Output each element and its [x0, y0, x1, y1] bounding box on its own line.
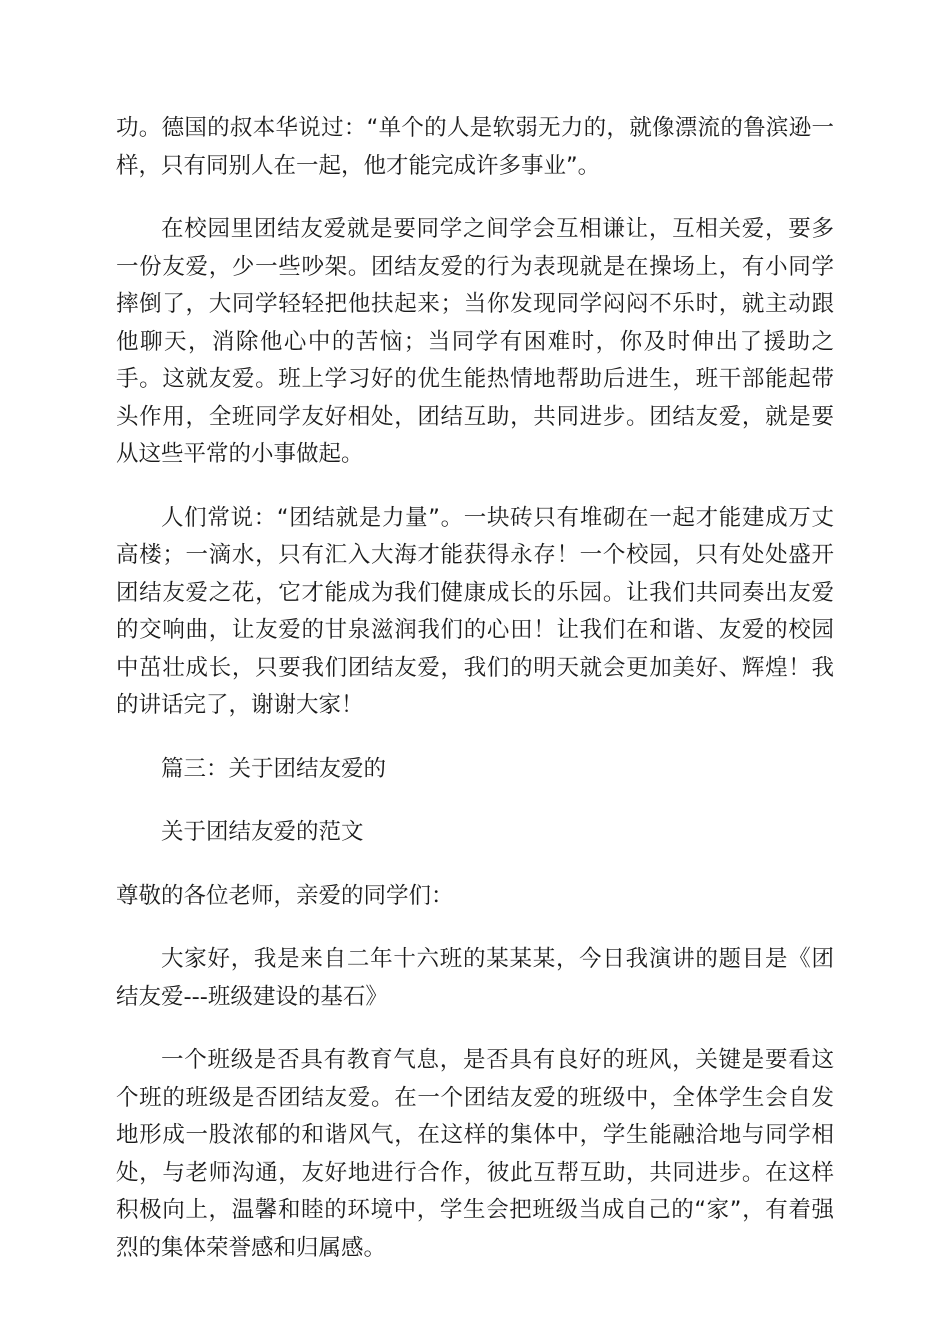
paragraph-class-atmosphere: 一个班级是否具有教育气息，是否具有良好的班风，关键是要看这个班的班级是否团结友爱。在一个团结友爱的班级中，全体学生会自发地形成一股浓郁的和谐风气，在这样的集体中，学生能融洽地与同学相处，与老师沟通，友好地进行合作，彼此互帮互助，共同进步。在这样积极向上，温馨和睦的环境中，学生会把班级当成自己的“家”，有着强烈的集体荣誉感和归属感。	[116, 1047, 834, 1261]
salutation: 尊敬的各位老师，亲爱的同学们：	[116, 882, 454, 909]
document-body	[116, 110, 834, 1293]
paragraph-unity-is-strength: 人们常说：“团结就是力量”。一块砖只有堆砌在一起才能建成万丈高楼；一滴水，只有汇入大海才能获得永存！一个校园，只有处处盛开团结友爱之花，它才能成为我们健康成长的乐园。让我们共同奏出友爱的交响曲，让友爱的甘泉滋润我们的心田！让我们在和谐、友爱的校园中茁壮成长，只要我们团结友爱，我们的明天就会更加美好、辉煌！我的讲话完了，谢谢大家！	[116, 504, 834, 718]
paragraph-quote-schopenhauer: 功。德国的叔本华说过：“单个的人是软弱无力的，就像漂流的鲁滨逊一样，只有同别人在一起，他才能完成许多事业”。	[116, 115, 834, 179]
paragraph-introduction: 大家好，我是来自二年十六班的某某某，今日我演讲的题目是《团结友爱---班级建设的基石》	[116, 946, 834, 1010]
section-heading-part-three: 篇三：关于团结友爱的	[161, 755, 387, 782]
essay-title: 关于团结友爱的范文	[161, 819, 364, 845]
paragraph-campus-friendship: 在校园里团结友爱就是要同学之间学会互相谦让，互相关爱，要多一份友爱，少一些吵架。团结友爱的行为表现就是在操场上，有小同学摔倒了，大同学轻轻把他扶起来；当你发现同学闷闷不乐时，就主动跟他聊天，消除他心中的苦恼；当同学有困难时，你及时伸出了援助之手。这就友爱。班上学习好的优生能热情地帮助后进生，班干部能起带头作用，全班同学友好相处，团结互助，共同进步。团结友爱，就是要从这些平常的小事做起。	[116, 216, 834, 467]
